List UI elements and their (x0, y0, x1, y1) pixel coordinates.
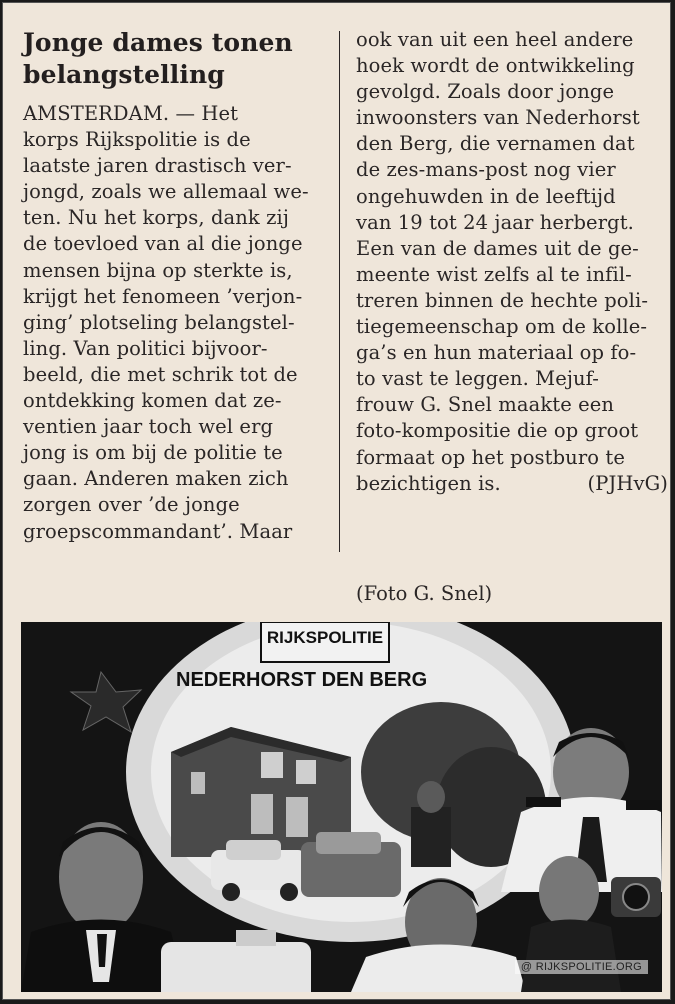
body-line: foto-kompositie die op groot (356, 419, 639, 443)
body-line: formaat op het postburo te (356, 445, 625, 469)
article-right-column (356, 27, 668, 497)
sign-station-text: NEDERHORST DEN BERG (176, 669, 428, 691)
body-line: ten. Nu het korps, dank zij (23, 206, 289, 230)
body-line: inwoonsters van Nederhorst (356, 106, 640, 130)
body-line: van 19 tot 24 jaar herbergt. (356, 210, 634, 234)
body-line: hoek wordt de ontwikkeling (356, 54, 635, 78)
article-left-column (23, 27, 328, 545)
body-line: groepscommandant’. Maar (23, 519, 293, 543)
headline (23, 27, 328, 91)
police-car-front (161, 942, 311, 992)
body-line: bezichtigen is. (356, 471, 501, 495)
column-divider (339, 31, 340, 552)
last-line-row (356, 471, 668, 497)
body-line: tiegemeenschap om de kolle- (356, 315, 648, 339)
body-line: ook van uit een heel andere (356, 28, 634, 51)
body-line: krijgt het fenomeen ’verjon- (23, 284, 303, 308)
body-line: zorgen over ’de jonge (23, 493, 240, 517)
photo-composition (21, 622, 662, 992)
man-with-camera (539, 856, 599, 928)
body-line: ontdekking komen dat ze- (23, 389, 282, 413)
body-line: gaan. Anderen maken zich (23, 467, 289, 491)
watermark: @ RIJKSPOLITIE.ORG (515, 960, 648, 974)
sign-top-text: RIJKSPOLITIE (266, 628, 384, 647)
body-line: den Berg, die vernamen dat (356, 132, 635, 156)
headline-line-2: belangstelling (23, 60, 225, 89)
article-photo (21, 622, 662, 992)
body-line: frouw G. Snel maakte een (356, 393, 615, 417)
body-line: Een van de dames uit de ge- (356, 236, 639, 260)
body-line: mensen bijna op sterkte is, (23, 258, 293, 282)
photo-credit: (Foto G. Snel) (356, 582, 493, 605)
body-line: AMSTERDAM. — Het (23, 102, 239, 125)
body-line: meente wist zelfs al te infil- (356, 262, 632, 286)
body-line: gevolgd. Zoals door jonge (356, 80, 615, 104)
body-line: ga’s en hun materiaal op fo- (356, 341, 637, 365)
body-line: treren binnen de hechte poli- (356, 288, 649, 312)
body-line: to vast te leggen. Mejuf- (356, 367, 599, 391)
body-line: ling. Van politici bijvoor- (23, 336, 268, 360)
body-line: de zes-mans-post nog vier (356, 158, 616, 182)
body-line: korps Rijkspolitie is de (23, 128, 251, 152)
page (2, 2, 671, 1000)
body-line: de toevloed van al die jonge (23, 232, 303, 256)
headline-line-1: Jonge dames tonen (23, 28, 293, 57)
body-line: ventien jaar toch wel erg (23, 415, 274, 439)
body-line: jong is om bij de politie te (23, 441, 283, 465)
body-line: ongehuwden in de leeftijd (356, 184, 616, 208)
body-line: laatste jaren drastisch ver- (23, 154, 292, 178)
author-signature: (PJHvG) (587, 471, 668, 495)
body-line: jongd, zoals we allemaal we- (23, 180, 309, 204)
body-line: ging’ plotseling belangstel- (23, 310, 295, 334)
body-line: beeld, die met schrik tot de (23, 362, 298, 386)
